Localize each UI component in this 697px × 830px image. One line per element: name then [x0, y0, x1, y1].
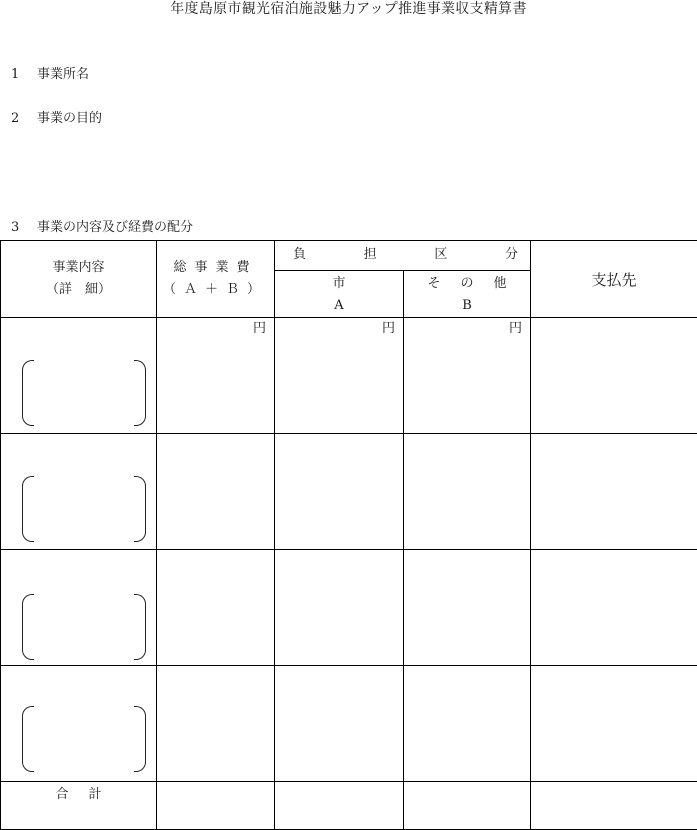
header-payee: 支払先 [531, 241, 697, 318]
total-cost-cell[interactable] [157, 434, 275, 550]
other-cell[interactable] [404, 666, 531, 782]
header-city-code: A [275, 295, 403, 317]
total-cost-cell[interactable]: 円 [157, 318, 275, 434]
city-cell[interactable] [275, 666, 404, 782]
section-business-content [11, 220, 193, 236]
total-row [1, 782, 697, 830]
header-other-code: B [404, 295, 530, 317]
section-label: 事業の内容及び経費の配分 [37, 220, 193, 235]
detail-cell[interactable] [1, 434, 157, 550]
section-label: 事業所名 [37, 67, 89, 82]
city-cell[interactable]: 円 [275, 318, 404, 434]
sum-city-cell[interactable] [275, 782, 404, 830]
header-detail-label: 事業内容 [1, 257, 156, 279]
section-business-purpose [11, 111, 102, 127]
total-label: 合計 [55, 787, 121, 802]
payee-cell[interactable] [531, 550, 697, 666]
burden-char: 区 [434, 241, 447, 269]
bracket-icon [22, 706, 146, 772]
payee-cell[interactable] [531, 434, 697, 550]
city-cell[interactable] [275, 434, 404, 550]
burden-char: 担 [364, 241, 377, 269]
section-business-name [11, 67, 89, 83]
section-number: 1 [11, 67, 37, 83]
table-row [1, 434, 697, 550]
table-row [1, 318, 697, 434]
payee-cell[interactable] [531, 666, 697, 782]
header-total-formula: （Ａ＋Ｂ） [157, 279, 274, 301]
bracket-icon [22, 476, 146, 542]
payee-cell[interactable] [531, 318, 697, 434]
header-other [404, 271, 531, 318]
detail-cell[interactable] [1, 318, 157, 434]
sum-other-cell[interactable] [404, 782, 531, 830]
document-title: 年度島原市観光宿泊施設魅力アップ推進事業収支精算書 [0, 0, 697, 18]
section-label: 事業の目的 [37, 111, 102, 126]
section-number: 3 [11, 220, 37, 236]
bracket-icon [22, 360, 146, 426]
other-cell[interactable] [404, 550, 531, 666]
sum-total-cost-cell[interactable] [157, 782, 275, 830]
detail-cell[interactable] [1, 666, 157, 782]
table-row [1, 666, 697, 782]
table-row [1, 550, 697, 666]
header-total-label: 総事業費 [157, 257, 274, 279]
header-burden [275, 241, 531, 271]
bracket-icon [22, 594, 146, 660]
other-cell[interactable]: 円 [404, 318, 531, 434]
sum-payee-cell[interactable] [531, 782, 697, 830]
header-detail-sub: （詳 細） [1, 279, 156, 301]
expense-table [0, 240, 697, 830]
total-cost-cell[interactable] [157, 550, 275, 666]
total-label-cell [1, 782, 157, 830]
total-cost-cell[interactable] [157, 666, 275, 782]
header-detail [1, 241, 157, 318]
header-city-label: 市 [275, 273, 403, 295]
header-other-label: その他 [404, 273, 550, 295]
detail-cell[interactable] [1, 550, 157, 666]
burden-char: 負 [293, 241, 306, 269]
section-number: 2 [11, 111, 37, 127]
burden-char: 分 [505, 241, 518, 269]
header-total-cost [157, 241, 275, 318]
other-cell[interactable] [404, 434, 531, 550]
header-city [275, 271, 404, 318]
city-cell[interactable] [275, 550, 404, 666]
